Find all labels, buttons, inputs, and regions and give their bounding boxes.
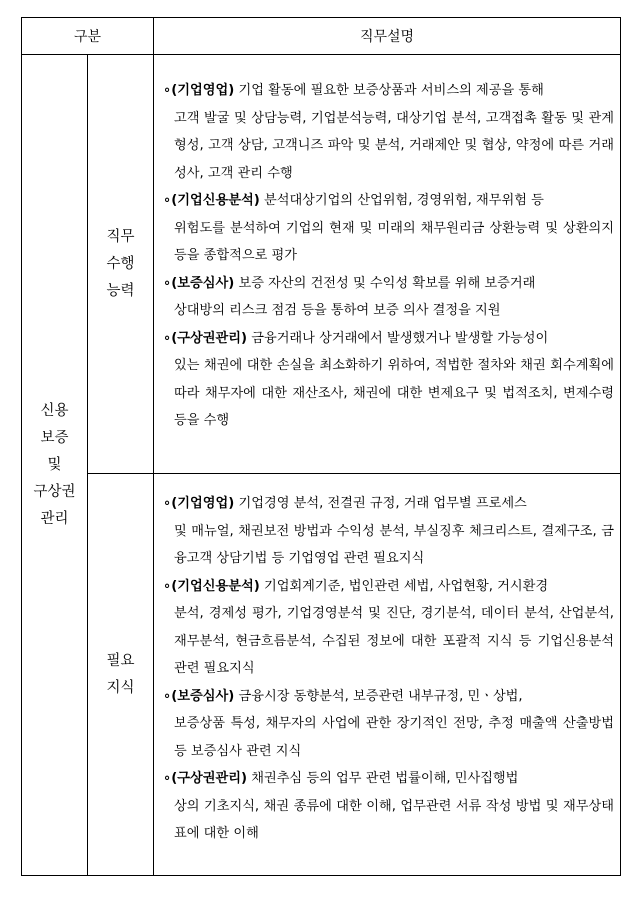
- item-title: (기업신용분석): [171, 193, 260, 208]
- item-text: 금융거래나 상거래에서 발생했거나 발생할 가능성이: [251, 330, 549, 346]
- list-item: [163, 270, 614, 325]
- item-text-continued: 있는 채권에 대한 손실을 최소화하기 위하여, 적법한 절차와 채권 회수계획에 따라 채무자에 대한 재산조사, 채권에 대한 변제요구 및 법적조치, 변제수령 등을 수행: [174, 358, 614, 428]
- item-title: (기업영업): [171, 83, 235, 98]
- item-text: 기업경영 분석, 전결권 규정, 거래 업무별 프로세스: [238, 496, 527, 511]
- description-cell: [154, 474, 621, 876]
- item-text-continued: 고객 발굴 및 상담능력, 기업분석능력, 대상기업 분석, 고객접촉 활동 및 관계형성, 고객 상담, 고객니즈 파악 및 분석, 거래제안 및 협상, 약정에 따른 거래성사, 고객 관리 수행: [174, 110, 614, 181]
- item-text: 기업 활동에 필요한 보증상품과 서비스의 제공을 통해: [238, 83, 544, 98]
- header-description: 직무설명: [154, 18, 621, 55]
- item-text-continued: 상의 기초지식, 채권 종류에 대한 이해, 업무관련 서류 작성 방법 및 재무상태표에 대한 이해: [174, 798, 614, 841]
- item-title: (기업신용분석): [171, 578, 260, 594]
- table-row: [22, 55, 621, 474]
- list-item: [163, 187, 614, 270]
- sub-category-cell: 직무 수행 능력: [88, 55, 154, 474]
- header-category: 구분: [22, 18, 154, 55]
- sub-category-cell: 필요 지식: [88, 474, 154, 876]
- bullet-icon: ∘: [163, 193, 172, 208]
- item-text-continued: 보증상품 특성, 채무자의 사업에 관한 장기적인 전망, 추정 매출액 산출방법 등 보증심사 관련 지식: [174, 716, 614, 759]
- bullet-icon: ∘: [163, 578, 172, 594]
- item-text-continued: 위험도를 분석하여 기업의 현재 및 미래의 채무원리금 상환능력 및 상환의지 등을 종합적으로 평가: [174, 220, 614, 263]
- list-item: [163, 573, 614, 683]
- item-title: (구상권관리): [171, 771, 248, 786]
- item-text-continued: 분석, 경제성 평가, 기업경영분석 및 진단, 경기분석, 데이터 분석, 산업분석, 재무분석, 현금흐름분석, 수집된 정보에 대한 포괄적 지식 등 기업신용분석 관련 필요지식: [174, 606, 614, 676]
- item-title: (구상권관리): [171, 330, 248, 346]
- bullet-icon: ∘: [163, 688, 172, 704]
- header-row: [22, 18, 621, 55]
- bullet-icon: ∘: [163, 496, 172, 511]
- item-title: (보증심사): [171, 275, 235, 291]
- category-cell: 신용 보증 및 구상권 관리: [22, 55, 88, 876]
- list-item: [163, 765, 614, 848]
- list-item: [163, 325, 614, 435]
- list-item: [163, 490, 614, 573]
- table-row: [22, 474, 621, 876]
- item-title: (보증심사): [171, 688, 235, 704]
- item-text: 분석대상기업의 산업위험, 경영위험, 재무위험 등: [263, 193, 544, 208]
- item-text-continued: 상대방의 리스크 점검 등을 통하여 보증 의사 결정을 지원: [174, 303, 501, 318]
- item-title: (기업영업): [171, 496, 235, 511]
- item-text-continued: 및 매뉴얼, 채권보전 방법과 수익성 분석, 부실징후 체크리스트, 결제구조, 금융고객 상담기법 등 기업영업 관련 필요지식: [174, 523, 614, 566]
- bullet-icon: ∘: [163, 83, 172, 98]
- description-cell: [154, 55, 621, 474]
- job-description-table: [21, 17, 621, 876]
- item-text: 기업회계기준, 법인관련 세법, 사업현황, 거시환경: [263, 578, 549, 594]
- bullet-icon: ∘: [163, 771, 172, 786]
- list-item: [163, 77, 614, 187]
- item-text: 채권추심 등의 업무 관련 법률이해, 민사집행법: [251, 771, 519, 786]
- item-text: 금융시장 동향분석, 보증관련 내부규정, 민ㆍ상법,: [238, 688, 523, 704]
- list-item: [163, 683, 614, 766]
- bullet-icon: ∘: [163, 330, 172, 346]
- bullet-icon: ∘: [163, 275, 172, 291]
- item-text: 보증 자산의 건전성 및 수익성 확보를 위해 보증거래: [238, 275, 536, 291]
